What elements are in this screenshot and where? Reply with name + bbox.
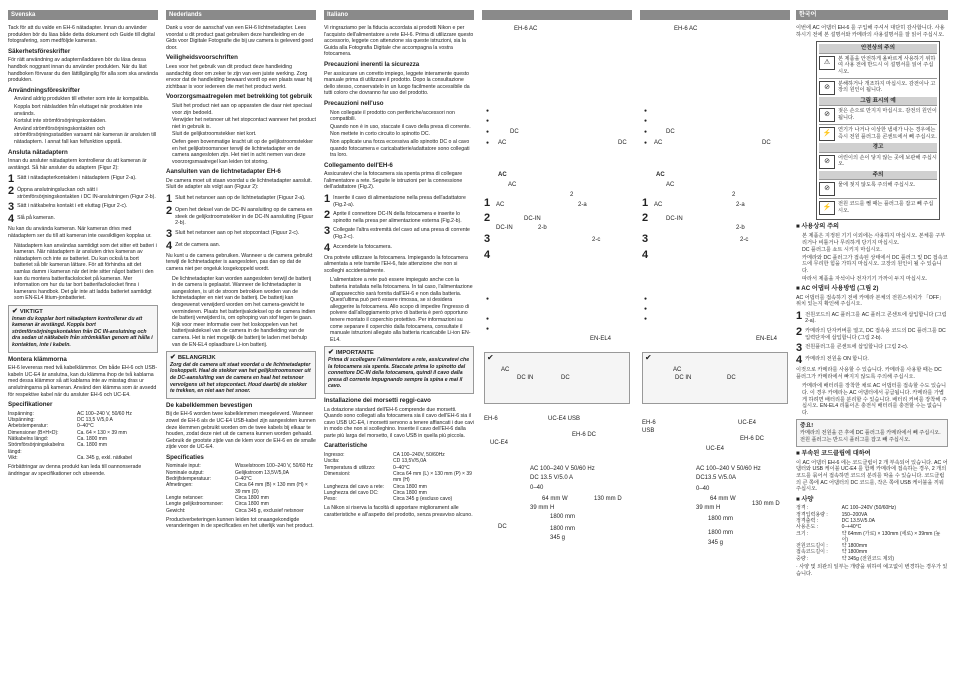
table-row: 크기 : 약 64mm (가로) × 130mm (세로) × 39mm (높이): [796, 530, 941, 543]
list-item: • Använd aldrig produkten till etheter som inte är kompatibla.: [14, 96, 158, 103]
plug-icon: ⚡: [819, 201, 835, 215]
bullet-icon: ●: [486, 129, 490, 135]
step-4: 4 카메라의 전원을 ON 합니다.: [796, 354, 869, 367]
step-1: 1 Inserite il cavo di alimentazione nella presa dell'adattatore (Fig.2-a).: [324, 193, 466, 208]
list-item: • Sluit het product niet aan op apparaten die daar niet speciaal voor zijn bedoeld.: [172, 103, 316, 116]
section-title: Specificaties: [166, 453, 204, 461]
footer-text: · 사양 및 외관의 일부는 개량을 위하여 예고없이 변경하는 경우가 있습니다.: [796, 564, 948, 577]
step-3: 3 전원플러그를 콘센트에 삽입합니다 (그림 2-c).: [796, 342, 909, 355]
model-label: EH-6 AC: [514, 26, 538, 32]
checkmark-icon: ✔: [170, 354, 176, 362]
section-body: De camera moet uit staan voordat u de lichtnetadapter aansluit. Sluit de adapter als volgt aan (Figuur 2):: [166, 177, 312, 191]
bullet-icon: ●: [486, 296, 490, 302]
important-note: ✔ AC DC IN DC: [484, 352, 630, 404]
section-title: ■ 사양: [796, 495, 814, 503]
intro-text: Tack för att du valde en EH-6 nätadapter. Innan du använder produkten bör du läsa både detta dokument och Guide till digital fotografering, som medföljde kameran.: [8, 25, 155, 45]
bullet-icon: ●: [644, 306, 648, 312]
bullet-icon: ●: [644, 129, 648, 135]
section-title: Användningsföreskrifter: [8, 86, 80, 94]
column-cjk-2: EH-6 AC ● ● ● DC ● AC DC AC AC 2 1 AC 2-a 2 DC-IN 2-b 3 2-c 4 ● ● ● EN-EL4 ✔ AC DC IN DC EH-6 UC-E4 USB EH-6 DC UC-E4 AC 100–240 V 50/60 Hz DC13.5 V/5.0A 0–40 64 mm W 130 mm D 39 mm H 1800 mm 1800 mm 345 g: [640, 0, 790, 675]
warning-label: 경고: [819, 143, 937, 152]
table-row: 사용온도 : 0–+40°C: [796, 524, 862, 531]
notes-list: [324, 277, 474, 343]
section-body: Bij de EH-6 worden twee kabelklemmen meegeleverd. Wanneer zowel de EH-6 als de UC-E4 USB-kabel zijn aangesloten kunnen deze klemmen gebruikt worden om de twee kabels bij elkaar te houden, zodat deze niet uit de camera kunnen worden gehaald. Gebruik de grootste zijde van de klem voor de EH-6 en de smalle zijde voor de UC-E4.: [166, 411, 316, 451]
section-body: Per assicurare un corretto impiego, leggete interamente questo manuale prima di utilizzare il prodotto. Dopo la consultazione dello stesso, conservatelo in un luogo facilmente accessibile da tutti coloro che dovranno far uso del prodotto.: [324, 70, 470, 97]
section-body: Nu kunt u de camera gebruiken. Wanneer u de camera gebruikt terwijl de lichtnetadapter is aangesloten, pas dan op dat de camera niet per ongeluk losgekoppeld wordt.: [166, 252, 313, 273]
column-cjk-1: EH-6 AC ● ● ● DC ● AC DC AC AC 2 1 AC 2-a 2 DC-IN DC-IN 2-b 3 2-c 4 ● ● ● EN-EL4 ✔ AC DC IN DC EH-6 UC-E4 USB EH-6 DC UC-E4 AC 100–240 V 50/60 Hz DC 13.5 V/5.0 A 0–40 64 mm W 130 mm D 39 mm H 1800 mm DC 1800 mm 345 g: [482, 0, 632, 675]
language-header: 한국어: [796, 10, 948, 20]
section-title: Säkerhetsföreskrifter: [8, 47, 71, 55]
spec-table: [796, 505, 948, 562]
warning-row: ⚠ 본 제품을 안전하게 올바르게 사용하기 위하여 사용 전에 반드시 이 설명서를 읽어 주십시오.: [819, 53, 937, 78]
intro-text: Vi ringraziamo per la fiducia accordata ai prodotti Nikon e per l'acquisto dell'alimentatore a rete EH-6. Prima di utilizzare questo accessorio, leggete con attenzione sia queste istruzioni, sia la Guida alla Fotografia Digitale che accompagna la vostra fotocamera.: [324, 25, 474, 58]
section-body: Innan du ansluter nätadaptern kontrollerar du att kameran är avstängd. Så här ansluter du adaptern (Figur 2):: [8, 158, 147, 171]
footer-text: Förbättringar av denna produkt kan leda till oannonserade ändringar av specifikationer och utseende.: [8, 464, 142, 477]
step-4: 4 Slå på kameran.: [8, 213, 55, 226]
table-row: 정격출력 : DC 13.5V/5.0A: [796, 517, 875, 524]
intro-text: 이번에 AC 어댑터 EH-6 를 구입해 주셔서 대단히 감사합니다. 사용하시기 전에 본 설명서와 카메라의 사용설명서를 잘 읽어 주십시오.: [796, 25, 945, 38]
bullet-icon: ●: [486, 316, 490, 322]
bullet-icon: ●: [486, 326, 490, 332]
important-note: ✔ AC DC IN DC: [642, 352, 788, 404]
bullet-icon: ●: [644, 316, 648, 322]
section-title: Aansluiten van de lichtnetadapter EH-6: [166, 168, 281, 176]
bullet-icon: ●: [486, 108, 490, 114]
no-wet-hands-icon: ⊘: [819, 108, 835, 122]
warning-row: ⊘ 젖은 손으로 만지지 마십시오. 감전의 원인이 됩니다.: [819, 105, 937, 124]
table-row: Inspänning: AC 100–240 V, 50/60 Hz: [8, 410, 132, 417]
bullet-icon: ●: [644, 118, 648, 124]
important-note: ✔ IMPORTANTE Prima di scollegare l'alimentatore a rete, assicuratevi che la fotocamera sia spenta. Staccate prima lo spinotto dal connettore DC-IN della fotocamera, quindi il cavo dalla presa di corrente impugnando sempre la spina e mai il cavo.: [324, 346, 474, 394]
spec-table: [8, 411, 158, 461]
section-body: 이것으로 카메라를 사용할 수 있습니다. 카메라를 사용할 때는 DC 플러그가 카메라에서 빠지지 않도록 주의해 주십시오.: [796, 367, 942, 380]
list-item: • Non mettete in corto circuito lo spinotto DC.: [330, 131, 474, 138]
table-row: Uscita: CD 13,5V/5,0A: [324, 458, 427, 465]
table-row: Dimensioner (B×H×D): Ca. 64 × 130 × 39 mm: [8, 429, 127, 436]
table-row: Vikt: Ca. 345 g, exkl. nätkabel: [8, 454, 133, 461]
safety-title: 안전상의 주의: [819, 44, 937, 53]
step-4: 4 Zet de camera aan.: [166, 239, 221, 252]
section-title: Veiligheidsvoorschriften: [166, 54, 238, 62]
table-row: Lunghezza del cavo a rete: Circa 1800 mm: [324, 483, 427, 490]
warning-row: ⚡ 연기가 나거나 이상한 냄새가 나는 경우에는 즉시 전원 플러그를 콘센트에서 빼 주십시오.: [819, 124, 937, 143]
section-body: 이 AC 어댑터 EH-6 에는 코드클립이 2 개 부속되어 있습니다. AC 어댑터와 USB 케이블 UC-E4 를 함께 카메라에 접속하는 경우, 2 개의 코드를 묶어서 접속하면 코드의 분리를 막을 수 있습니다. 코드클립의 큰 쪽에 AC 어댑터의 DC 코드를, 작은 쪽에 USB 케이블을 끼워 주십시오.: [796, 459, 948, 493]
section-body: EH-6 levereras med två kabelklämmor. Om både EH-6 och USB-kabeln UC-E4 är anslutna, kan du klämma ihop de två kablarna med dessa klämmor så att kablarna inte av misstag dras ur anslutningarna på kameran. Använd den klämma som är avsedd för respektive kabel när du ansluter EH-6 och UC-E4.: [8, 365, 158, 398]
list-item: • 카메라와 DC 플러그가 접속된 상태에서 DC 플러그 및 DC 접속코드에 무리한 힘을 가하지 마십시오. 고장의 원인이 될 수 있습니다.: [802, 255, 948, 275]
column-swedish: [8, 0, 158, 675]
section-body: Assicuratevi che la fotocamera sia spenta prima di collegare l'alimentatore a rete. Seguite le istruzioni per la connessione dell'adattatore (Fig.2).: [324, 171, 463, 191]
caution-row: ⊘ 물에 젖지 않도록 주의해 주십시오.: [819, 179, 937, 198]
list-item: • Kortslut inte strömförsörjningskontakten.: [14, 118, 158, 125]
notes-list: [8, 243, 158, 302]
table-row: Dimensioni: Circa 64 mm (L) × 130 mm (P) × 39 mm (H): [324, 470, 472, 484]
bullet-icon: ●: [486, 118, 490, 124]
language-header: Svenska: [8, 10, 158, 20]
bullet-icon: ●: [644, 296, 648, 302]
section-body: För rätt användning av adaptern/laddaren bör du läsa dessa handbok noggrant innan du använder produkten. När du läst handboken förvarar du den lättillgänglig för alla som ska använda produkten.: [8, 57, 158, 84]
column-korean: [796, 0, 948, 675]
bullet-icon: ●: [486, 140, 490, 146]
child-icon: ⊘: [819, 155, 835, 169]
section-body: Nu kan du använda kameran. När kameran drivs med nätadaptern ser du till att kameran inte oavsiktligen kopplas ur.: [8, 226, 152, 240]
warning-row: ⊘ 어린이의 손이 닿지 않는 곳에 보관해 주십시오.: [819, 152, 937, 171]
list-item: • DC 플러그를 쇼트 시키지 마십시오.: [802, 247, 948, 254]
warning-row: ⊘ 분해하거나 개조하지 마십시오. 감전이나 고장의 원인이 됩니다.: [819, 78, 937, 97]
column-dutch: [166, 0, 316, 675]
table-row: Strömförsörjningskabelns längd: Ca. 1800 mm: [8, 442, 108, 455]
step-1: 1 전원코드의 AC 플러그를 AC 플러그 콘센트에 삽입합니다 (그림 2-a).: [796, 309, 947, 325]
checkmark-icon: ✔: [487, 353, 494, 362]
checkmark-icon: ✔: [12, 308, 18, 315]
list-item: • De lichtnetadapter kan worden aangesloten terwijl de batterij in de camera is geplaatst. Wanneer de lichtnetadapter is aangesloten, is uit de stroom betrokken worden van de lichtnetadapter en niet van de batterij. De batterij kan desgewenst verwijderd worden om het camera-gewicht te verminderen. Plaats het batterijvakdeksel op de camera indien de batterij verwijderd is, om ophoping van stof tegen te gaan. Kijk voor meer informatie over het loskoppelen van het batterijvakdeksel van de camera in de handleiding van de camera. Het is niet mogelijk de batterij te laden met behulp van de EN-EL4 oplaadbare Li-ion batterij.: [172, 276, 316, 349]
icon-example-header: 그림 표시의 예: [819, 97, 937, 106]
step-1: 1 Sluit het netsnoer aan op de lichtnetadapter (Figuur 2-a).: [166, 193, 306, 206]
section-title: Precauzioni inerenti la sicurezza: [324, 60, 420, 68]
intro-text: Dank u voor de aanschaf van een EH-6 lichtnetadapter. Lees voordat u dit product gaat gebruiken deze handleiding en de Gids voor Digitale Fotografie die bij uw camera is geleverd goed door.: [166, 25, 314, 51]
step-3: 3 Collegate l'altra estremità del cavo ad una presa di corrente (Fig.2-c).: [324, 225, 470, 241]
list-item: • Sluit de gelijkstroomstekker niet kort.: [172, 131, 316, 138]
table-row: Nominale output: Gelijkstroom 13,5V/5,0A: [166, 469, 289, 476]
bullet-icon: ●: [644, 108, 648, 114]
list-item: • Non collegate il prodotto con periferiche/accessori non compatibili.: [330, 110, 474, 123]
step-2: 2 Öppna anslutningsluckan och sätt i strömförsörjningskontakten i DC IN-anslutningen (Figur 2-b).: [8, 185, 156, 200]
step-1: 1 Sätt i nätadapterkontakten i nätadaptern (Figur 2-a).: [8, 173, 137, 186]
section-title: ■ 사용상의 주의: [796, 223, 840, 231]
table-row: Lunghezza del cavo DC: Circa 1800 mm: [324, 489, 427, 496]
table-row: Nätkabelns längd: Ca. 1800 mm: [8, 435, 108, 442]
section-body: Lees voor het gebruik van dit product deze handleiding aandachtig door om zeker te zijn van een juiste werking. Zorg ervoor dat de handleiding bewaard wordt op een plaats waar hij zichtbaar is voor iedereen die met het product werkt.: [166, 63, 312, 90]
table-row: Ingresso: CA 100–240V, 50/60Hz: [324, 452, 445, 459]
language-header: [640, 10, 790, 20]
list-item: • 본 제품은 지정된 기기 이외에는 사용하지 마십시오. 본체를 구부리거나 비틀거나 무리하게 당기지 마십시오.: [802, 233, 948, 246]
table-row: Arbetstemperatur: 0–40°C: [8, 423, 94, 430]
important-note: 중요! 카메라의 전원을 끈 후에 DC 플러그를 카메라에서 빼 주십시오. 전원 플러그는 반드시 플러그를 잡고 빼 주십시오.: [796, 419, 948, 447]
bullet-icon: ●: [644, 140, 648, 146]
section-title: Montera klämmorna: [8, 355, 67, 363]
section-title: Collegamento dell'EH-6: [324, 161, 393, 169]
spec-table: [324, 452, 474, 502]
step-3: 3 Sätt i nätkabelns kontakt i ett eluttag (Figur 2-c).: [8, 201, 128, 214]
notes-list: [166, 276, 316, 349]
section-title: Ansluta nätadaptern: [8, 148, 68, 156]
table-row: Lengte netsnoer: Circa 1800 mm: [166, 494, 269, 501]
table-row: Utspänning: DC 13,5 V/5,0 A: [8, 417, 113, 424]
caution-label: 주의: [819, 171, 937, 180]
unplug-icon: ⚡: [819, 127, 835, 141]
step-4: 4 Accendete la fotocamera.: [324, 241, 392, 254]
section-title: Installazione dei morsetti reggi-cavo: [324, 396, 431, 404]
table-row: Gewicht: Circa 345 g, exclusief netsnoer: [166, 507, 304, 514]
checkmark-icon: ✔: [645, 353, 652, 362]
model-label: EH-6 AC: [674, 26, 698, 32]
section-body: AC 어댑터를 접속하기 전에 카메라 본체의 전원스위치가 「OFF」위치 있는지 확인해 주십시오.: [796, 294, 945, 308]
list-item: • Koppla bort nätsladden från eluttaget när produkten inte används.: [14, 104, 158, 117]
step-2: 2 카메라의 단자커버를 열고, DC 접속용 코드의 DC 플러그를 DC 입력단자에 삽입합니다 (그림 2-b).: [796, 326, 946, 341]
list-item: • 따라서 제품을 자석이나 전자기기 가까이 두지 마십시오.: [802, 276, 948, 283]
table-row: 중량 : 약 345g (전원코드 제외): [796, 555, 895, 562]
section-title: ■ 부속된 코드클립에 대하여: [796, 450, 871, 458]
caution-row: ⚡ 전원 코드를 뺄 때는 플러그를 잡고 빼 주십시오.: [819, 198, 937, 217]
table-row: Peso: Circa 345 g (escluso cavo): [324, 496, 453, 503]
list-item: • Non applicate una forza eccessiva allo spinotto DC o al cavo quando fotocamera e caricabatterie/adattatore sono collegati tra loro.: [330, 139, 474, 159]
step-3: 3 Sluit het netsnoer aan op het stopcontact (Figuur 2-c).: [166, 227, 300, 240]
precautions-list: [166, 103, 316, 165]
table-row: Lengte gelijkstroomsnoer: Circa 1800 mm: [166, 501, 269, 508]
table-row: 전원코드길이 : 약 1800mm: [796, 543, 868, 550]
precautions-list: [796, 233, 948, 282]
section-title: Caratteristiche: [324, 442, 368, 450]
column-italian: [324, 0, 474, 675]
spec-table: [166, 463, 316, 513]
table-row: 접속코드길이 : 약 1800mm: [796, 549, 868, 556]
table-row: 정격입력용량 : 150–200VA: [796, 511, 868, 518]
list-item: • Nätadaptern kan användas samtidigt som det sitter ett batteri i kameran. När nätadaptern är ansluten drivs kameran av nätadaptern och inte av batteriet. Du kan också ta bort batteriet så blir kameran lättare. För att förhindra att det samlas damm i kameran när det inte sitter något batteri i den kan du montera batterifackslocket på kameran. Mer information om hur du tar bort batterifackslocket finns i kamerans handbok. Det går inte att ladda batteriet samtidigt som EN-EL4 litium-jonbatteriet.: [14, 243, 158, 302]
step-2: 2 Aprite il connettore DC-IN della fotocamera e inserite lo spinotto nella presa per alimentazione esterna (Fig.2-b).: [324, 209, 462, 224]
list-item: • Verwijder het netsnoer uit het stopcontact wanneer het product niet in gebruik is.: [172, 117, 316, 130]
important-note: ✔ VIKTIGT Innan du kopplar bort nätadaptern kontrollerar du att kameran är avstängd. Koppla bort strömförsörjningskontakten från DC IN-anslutning och dra sedan ut nätkabeln från strömkällan genom att hålla i kontakten, inte i kabeln.: [8, 305, 158, 353]
list-item: • Använd strömförsörjningskontakten och strömförsörjningsstadden varsamt när kameran är ansluten till nätadaptern. I annat fall kan felfunktion uppstå.: [14, 126, 158, 146]
warning-triangle-icon: ⚠: [819, 56, 835, 70]
section-title: Precauzioni nell'uso: [324, 99, 384, 107]
important-note: ✔ BELANGRIJK Zorg dat de camera uit staat voordat u de lichtnetadapter loskoppelt. Haal de stekker van het gelijkstroomsnoer uit de DC-aansluiting van de camera en haal het netsnoer vervolgens uit het stopcontact. Houd daarbij de stekker te trekken, en niet aan het snoer.: [166, 351, 316, 399]
section-body: Ora potrete utilizzare la fotocamera. Impiegando la fotocamera alimentata a rete tramite l'EH-6, fate attenzione che non si scolleghi accidentalmente.: [324, 254, 468, 274]
precautions-list: [324, 110, 474, 159]
water-icon: ⊘: [819, 182, 835, 196]
section-title: Voorzorgsmaatregelen met betrekking tot gebruik: [166, 93, 313, 101]
list-item: • Oefen geen bovenmatige kracht uit op de gelijkstroomstekker en het gelijkstroomsnoer terwijl de lichtnetadapter en de camera aangesloten zijn. Het niet in acht nemen van deze voorzorgsmaatregel kan leiden tot storing.: [172, 139, 316, 165]
language-header: [482, 10, 632, 20]
footer-text: Productverbeteringen kunnen leiden tot onaangekondigde veranderingen in de specificaties en het uiterlijk van het product.: [166, 516, 314, 530]
no-disassemble-icon: ⊘: [819, 81, 835, 95]
step-2: 2 Open het deksel van de DC-IN aansluiting op de camera en steek de gelijkstroomstekker in de DC-IN aansluiting (Figuur 2-b).: [166, 205, 314, 227]
list-item: • 카메라에 배터리를 장착한 채로 AC 어댑터를 접속할 수도 있습니다. 이 경우 카메라는 AC 어댑터에서 공급됩니다. 카메라를 가볍게 하려면 배터리를 분리할 수 있습니다. 배터리 커버를 장착해 주십시오. EN-EL4 리튬이온 충전식 배터리를 충전할 수는 없습니다.: [802, 383, 948, 416]
section-body: La dotazione standard dell'EH-6 comprende due morsetti. Quando sono collegati alla fotocamera sia il cavo dell'EH-6 sia il cavo USB UC-E4, i morsetti servono a tenere affiancati i due cavi in modo che non si scolleghino. Inserite il cavo dell'EH-6 dalla parte più larga del morsetto, il cavo USB in quella più piccola.: [324, 406, 474, 439]
checkmark-icon: ✔: [328, 349, 334, 357]
safety-warning-box: [816, 41, 940, 220]
table-row: Afmetingen: Circa 64 mm (B) × 130 mm (H) × 39 mm (D): [166, 482, 308, 495]
language-header: Nederlands: [166, 10, 316, 20]
table-row: Bedrijfstemperatuur: 0–40°C: [166, 476, 252, 483]
list-item: • Quando non è in uso, staccate il cavo della presa di corrente.: [330, 124, 474, 131]
list-item: • L'alimentatore a rete può essere impiegato anche con la batteria installata nella fotocamera. In tal caso, l'alimentazione all'apparecchio sarà fornita dall'EH-6 e non dalla batteria. Quest'ultima può però essere rimossa, se si desidera alleggerire la fotocamera. Allo scopo di impedire l'ingresso di polvere dall'alloggiamento privo di batteria è però opportuno tenere montato il coperchio protettivo. Per informazioni su come separare il coperchio dalla fotocamera, consultate il manuale istruzioni allegato alla batteria ricaricabile Li-ion EN-EL4.: [330, 277, 474, 343]
section-title: De kabelklemmen bevestigen: [166, 401, 253, 409]
footer-text: La Nikon si riserva la facoltà di apportare migliorament alle caratteristiche e all'aspetto del prodotto, senza preavviso alcuno.: [324, 505, 473, 519]
notes-list: [796, 383, 948, 416]
language-header: Italiano: [324, 10, 474, 20]
table-row: Temperatura di utilizzo: 0–40°C: [324, 464, 410, 471]
table-row: 정격 : AC 100–240V (50/60Hz): [796, 505, 897, 512]
section-title: Specifikationer: [8, 401, 53, 409]
precautions-list: [8, 96, 158, 145]
section-title: ■ AC 어댑터 사용방법 (그림 2): [796, 285, 879, 293]
table-row: Nominale input: Wisselstroom 100–240 V, 50/60 Hz: [166, 463, 313, 470]
